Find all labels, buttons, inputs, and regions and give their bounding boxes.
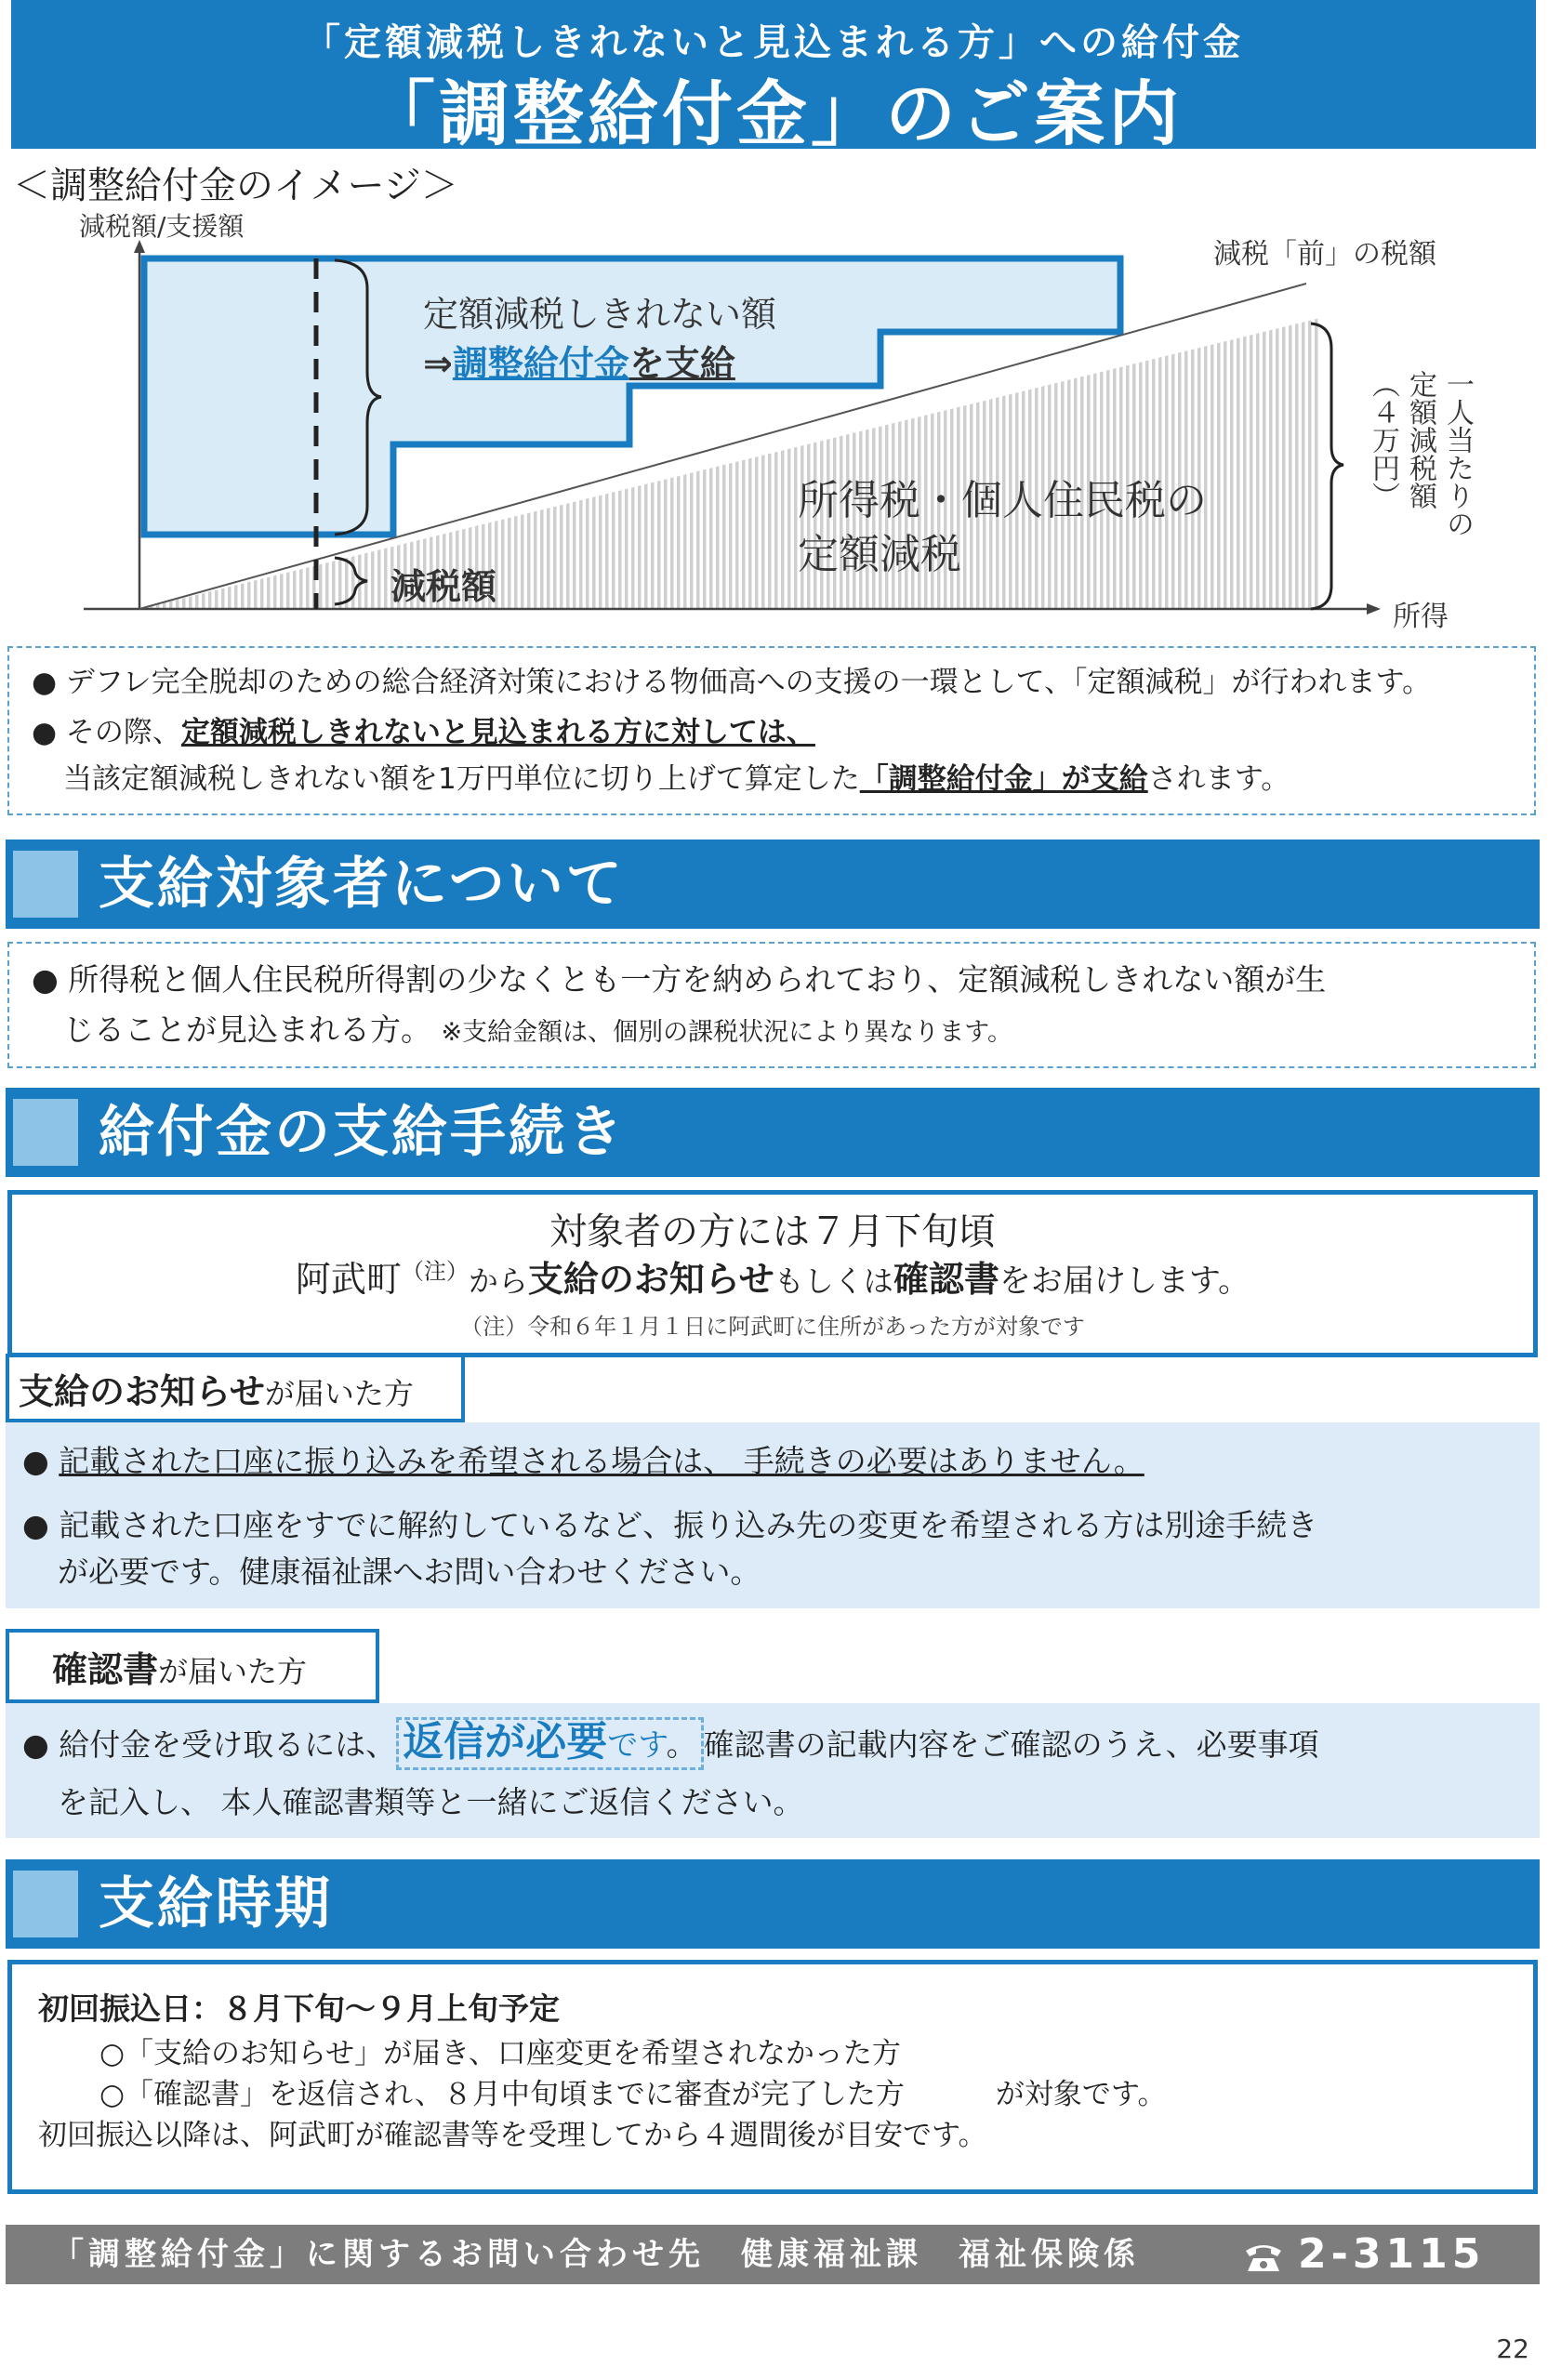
bullet-mark: ● xyxy=(32,666,58,699)
intro-bullet-2-pre: その際、 xyxy=(65,716,181,749)
delivery-line1: 対象者の方には７月下旬頃 xyxy=(549,1210,996,1253)
pre-tax-label: 減税「前」の税額 xyxy=(1213,238,1436,271)
delivery-tail: をお届けします。 xyxy=(999,1263,1250,1300)
notice-bullet-2-line1: 記載された口座をすでに解約しているなど、振り込み先の変更を希望される方は別途手続き xyxy=(59,1507,1318,1543)
notice-bullet-1 xyxy=(22,1436,1144,1487)
section-procedure-title: 給付金の支給手続き xyxy=(99,1100,626,1165)
fixed-reduction-label xyxy=(798,474,1207,582)
contact-phone: 2-3115 xyxy=(1298,2230,1486,2278)
first-transfer-date: 初回振込日：８月下旬～９月上旬予定 xyxy=(38,1990,560,2027)
per-person-col3: （４万円） xyxy=(1367,370,1399,509)
section-procedure-header xyxy=(6,1088,1540,1177)
section-eligibility-header xyxy=(6,840,1540,929)
per-person-col2: 定額減税額 xyxy=(1404,370,1436,509)
timing-after: 初回振込以降は、阿武町が確認書等を受理してから４週間後が目安です。 xyxy=(38,2119,987,2152)
section-timing-header xyxy=(6,1859,1540,1949)
y-axis-label: 減税額/支援額 xyxy=(79,211,245,242)
intro-bullet-1 xyxy=(32,657,1431,707)
delivery-or: もしくは xyxy=(774,1263,893,1299)
intro-bullet-2-line2 xyxy=(63,754,1290,804)
section-eligibility-title: 支給対象者について xyxy=(99,852,625,917)
eligibility-line2: じることが見込まれる方。 xyxy=(63,1012,431,1048)
notice-bullet-2-line2: が必要です。健康福祉課へお問い合わせください。 xyxy=(58,1554,761,1590)
image-diagram xyxy=(0,214,1548,623)
timing-item-2 xyxy=(99,2070,1166,2112)
header-title: 「調整給付金」のご案内 xyxy=(364,73,1183,155)
confirmation-tab-rest: が届いた方 xyxy=(158,1654,308,1689)
eligibility-bullet-1-line2 xyxy=(63,1005,1012,1058)
intro-bullet-2-line2-tail: されます。 xyxy=(1147,762,1290,796)
delivery-town: 阿武町 xyxy=(295,1259,402,1300)
x-axis-label: 所得 xyxy=(1393,601,1449,633)
section-timing-title: 支給時期 xyxy=(99,1871,333,1937)
intro-bullet-2-line2-bold: 「調整給付金」が支給 xyxy=(859,762,1148,796)
tax-reduction-label: 減税額 xyxy=(390,566,497,607)
delivery-box xyxy=(7,1190,1538,1357)
timing-item-1: ○「支給のお知らせ」が届き、口座変更を希望されなかった方 xyxy=(99,2037,901,2070)
delivery-from: から xyxy=(468,1263,528,1299)
reply-required-dot: 。 xyxy=(666,1726,697,1763)
reply-required-desu: です xyxy=(607,1726,667,1763)
eligibility-box xyxy=(7,942,1536,1068)
timing-item-2-tail: が対象です。 xyxy=(995,2078,1167,2111)
intro-bullet-2-line2-pre: 当該定額減税しきれない額を1万円単位に切り上げて算定した xyxy=(63,762,860,796)
reply-required-badge xyxy=(396,1717,703,1770)
eligibility-note: ※支給金額は、個別の課税状況により異なります。 xyxy=(441,1018,1012,1047)
contact-text: 「調整給付金」に関するお問い合わせ先 健康福祉課 福祉保険係 xyxy=(52,2236,1140,2273)
bullet-mark: ● xyxy=(22,1443,49,1479)
reply-required-text: 返信が必要 xyxy=(403,1718,608,1765)
cannot-reduce-tail: を支給 xyxy=(628,343,735,384)
section-marker xyxy=(13,1099,78,1166)
delivery-line2 xyxy=(12,1250,1533,1302)
intro-bullet-2-bold: 定額減税しきれないと見込まれる方に対しては、 xyxy=(180,716,815,749)
header-subtitle: 「定額減税しきれないと見込まれる方」への給付金 xyxy=(303,21,1244,64)
notice-bullet-1-text: 記載された口座に振り込みを希望される場合は、 手続きの必要はありません。 xyxy=(59,1443,1144,1479)
cannot-reduce-action xyxy=(423,335,735,386)
intro-bullet-1-text: デフレ完全脱却のための総合経済対策における物価高への支援の一環として、「定額減税」が行われます。 xyxy=(65,666,1432,699)
notice-tab-bold: 支給のお知らせ xyxy=(19,1371,265,1412)
section-marker xyxy=(13,851,78,918)
per-person-col1: 一人当たりの xyxy=(1441,370,1474,537)
confirmation-bullet-pre: 給付金を受け取るには、 xyxy=(59,1726,397,1763)
contact-footer xyxy=(6,2225,1540,2284)
intro-bullet-2 xyxy=(32,707,815,758)
confirmation-bullet-line2: を記入し、 本人確認書類等と一緒にご返信ください。 xyxy=(58,1784,804,1820)
bullet-mark: ● xyxy=(22,1507,49,1543)
bullet-mark: ● xyxy=(22,1726,49,1763)
notice-bullet-2 xyxy=(22,1501,1317,1551)
confirmation-tab-bold: 確認書 xyxy=(52,1649,159,1690)
eligibility-bullet-1 xyxy=(32,955,1326,1005)
bullet-mark: ● xyxy=(32,716,58,749)
notice-tab-rest: が届いた方 xyxy=(264,1376,414,1411)
cannot-reduce-label: 定額減税しきれない額 xyxy=(423,294,777,335)
delivery-note: （注）令和６年１月１日に阿武町に住所があった方が対象です xyxy=(460,1314,1085,1340)
x-axis-arrow xyxy=(1367,603,1381,615)
timing-item-2-text: ○「確認書」を返信され、８月中旬頃までに審査が完了した方 xyxy=(99,2078,905,2111)
header-banner xyxy=(11,0,1536,155)
confirmation-bullet-post: 確認書の記載内容をご確認のうえ、必要事項 xyxy=(703,1726,1319,1763)
fixed-reduction-line1: 所得税・個人住民税の xyxy=(798,477,1207,524)
phone-icon xyxy=(1242,2225,1285,2284)
image-label: ＜調整給付金のイメージ＞ xyxy=(13,165,458,207)
section-marker xyxy=(13,1871,78,1937)
confirmation-bullet-1 xyxy=(22,1717,1319,1770)
fixed-reduction-line2: 定額減税 xyxy=(798,531,961,578)
delivery-confirmation: 確認書 xyxy=(893,1259,999,1300)
delivery-note-mark: （注） xyxy=(401,1258,469,1285)
notice-tab xyxy=(6,1354,465,1422)
adjustment-benefit-link: 調整給付金 xyxy=(452,343,629,384)
intro-box xyxy=(7,646,1536,815)
eligibility-line1: 所得税と個人住民税所得割の少なくとも一方を納められており、定額減税しきれない額が生 xyxy=(68,961,1327,998)
timing-box xyxy=(7,1960,1538,2194)
bullet-mark: ● xyxy=(32,961,59,998)
arrow-glyph: ⇒ xyxy=(423,343,453,384)
page-number: 22 xyxy=(1496,2334,1529,2364)
confirmation-tab xyxy=(6,1629,379,1703)
delivery-notice: 支給のお知らせ xyxy=(527,1259,774,1300)
